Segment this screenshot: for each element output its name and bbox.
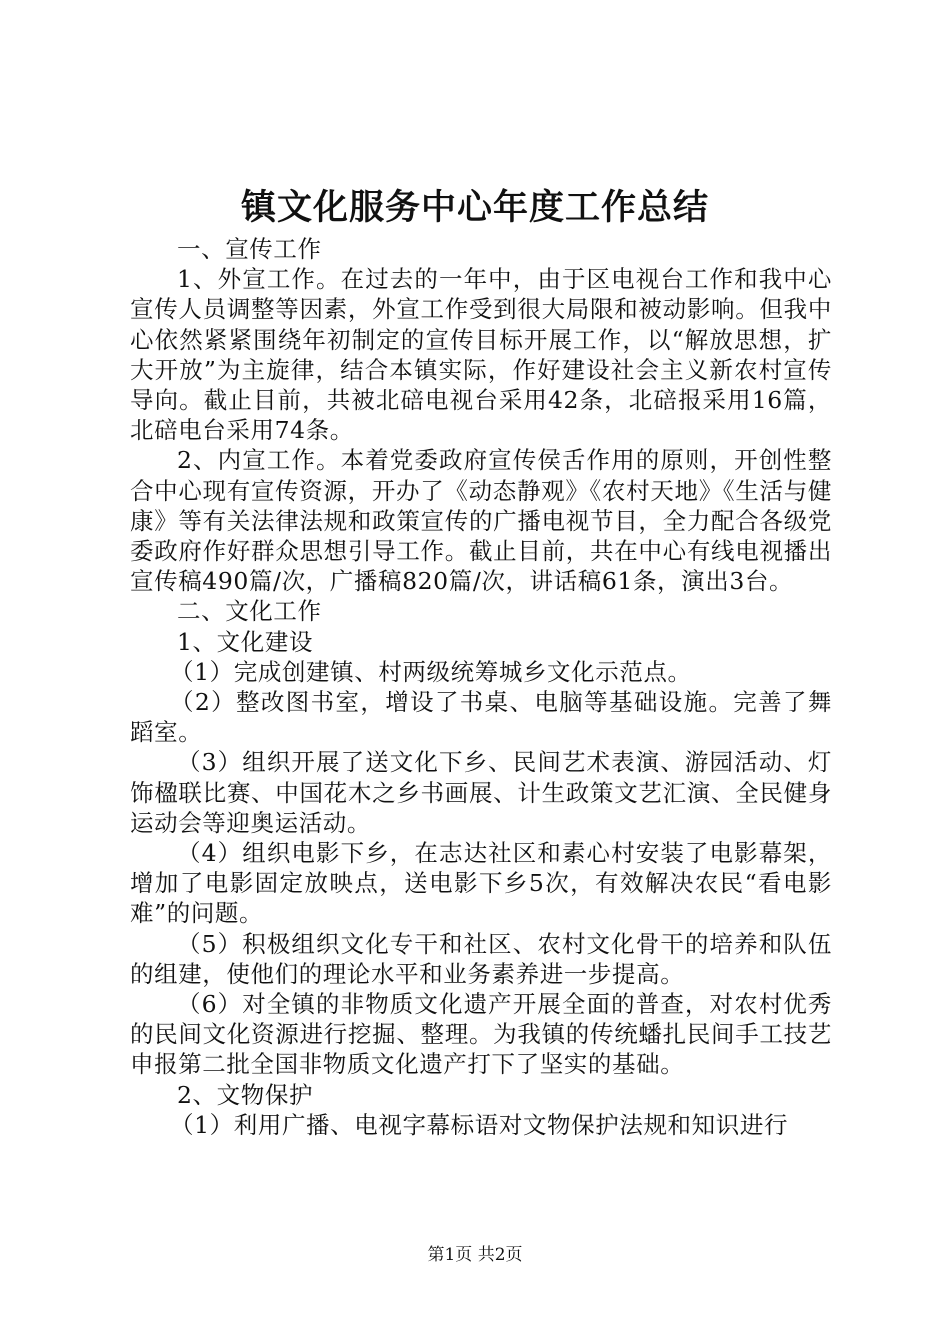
document-title: 镇文化服务中心年度工作总结 (240, 188, 709, 228)
paragraph-internal-publicity: 2、内宣工作。本着党委政府宣传侯舌作用的原则，开创性整合中心现有宣传资源，开办了《动态静观》《农村天地》《生活与健康》等有关法律法规和政策宣传的广播电视节目，全力配合各级党委政府作好群众思想引导工作。截止目前，共在中心有线电视播出宣传稿490篇/次，广播稿820篇/次，讲话稿61条，演出3台。 (130, 446, 832, 596)
list-item-culture-1: （1）完成创建镇、村两级统筹城乡文化示范点。 (170, 657, 692, 686)
subheading-heritage-protection: 2、文物保护 (177, 1080, 314, 1109)
list-item-culture-2: （2）整改图书室，增设了书桌、电脑等基础设施。完善了舞蹈室。 (130, 688, 832, 747)
list-item-culture-5: （5）积极组织文化专干和社区、农村文化骨干的培养和队伍的组建，使他们的理论水平和业务素养进一步提高。 (130, 929, 832, 988)
section-heading-culture: 二、文化工作 (177, 597, 322, 626)
paragraph-external-publicity: 1、外宣工作。在过去的一年中，由于区电视台工作和我中心宣传人员调整等因素，外宣工作受到很大局限和被动影响。但我中心依然紧紧围绕年初制定的宣传目标开展工作，以“解放思想，扩大开放”为主旋律，结合本镇实际，作好建设社会主义新农村宣传导向。截止目前，共被北碚电视台采用42条，北碚报采用16篇，北碚电台采用74条。 (130, 265, 832, 445)
list-item-heritage-1: （1）利用广播、电视字幕标语对文物保护法规和知识进行 (170, 1110, 789, 1139)
list-item-culture-4: （4）组织电影下乡，在志达社区和素心村安装了电影幕架，增加了电影固定放映点，送电影下乡5次，有效解决农民“看电影难”的问题。 (130, 839, 832, 928)
subheading-culture-building: 1、文化建设 (177, 627, 314, 656)
section-heading-publicity: 一、宣传工作 (177, 235, 322, 263)
list-item-culture-3: （3）组织开展了送文化下乡、民间艺术表演、游园活动、灯饰楹联比赛、中国花木之乡书画展、计生政策文艺汇演、全民健身运动会等迎奥运活动。 (130, 748, 832, 837)
list-item-culture-6: （6）对全镇的非物质文化遗产开展全面的普查，对农村优秀的民间文化资源进行挖掘、整理。为我镇的传统蟠扎民间手工技艺申报第二批全国非物质文化遗产打下了坚实的基础。 (130, 990, 832, 1079)
page-number: 第1页 共2页 (427, 1245, 523, 1265)
document-body (130, 234, 832, 1140)
